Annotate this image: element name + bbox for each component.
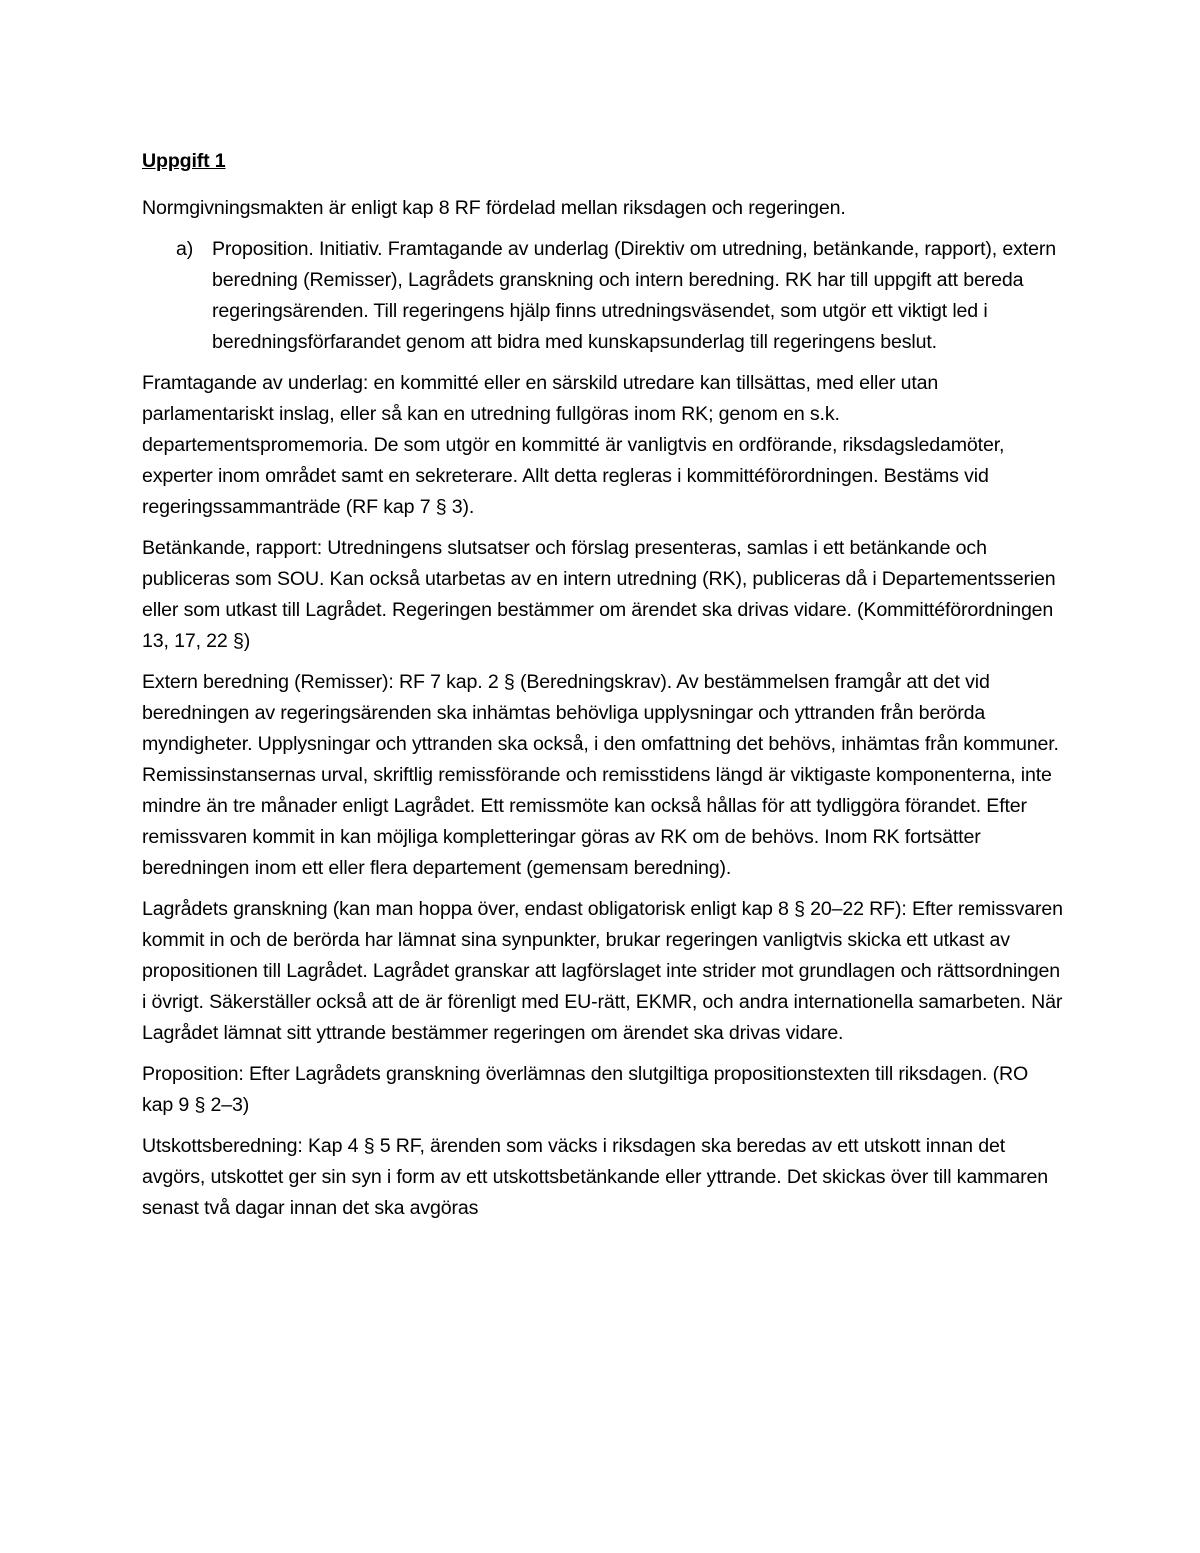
document-heading: Uppgift 1 <box>142 150 226 172</box>
paragraph-framtagande: Framtagande av underlag: en kommitté eller en särskild utredare kan tillsättas, med eller utan parlamentariskt inslag, eller så kan en utredning fullgöras inom RK; genom en s.k. departementspromemoria. De som utgör en kommitté är vanligtvis en ordförande, riksdagsledamöter, experter inom området samt en sekreterare. Allt detta regleras i kommittéförordningen. Bestäms vid regeringssammanträde (RF kap 7 § 3). <box>142 372 1005 518</box>
paragraph-utskottsberedning: Utskottsberedning: Kap 4 § 5 RF, ärenden som väcks i riksdagen ska beredas av ett utskott innan det avgörs, utskottet ger sin syn i form av ett utskottsbetänkande eller yttrande. Det skickas över till kammaren senast två dagar innan det ska avgöras <box>142 1135 1049 1219</box>
paragraph-lagradets-granskning: Lagrådets granskning (kan man hoppa över, endast obligatorisk enligt kap 8 § 20–22 RF): Efter remissvaren kommit in och de berörda har lämnat sina synpunkter, brukar regeringen vanligtvis skicka ett utkast av propositionen till Lagrådet. Lagrådet granskar att lagförslaget inte strider mot grundlagen och rättsordningen i övrigt. Säkerställer också att de är förenligt med EU-rätt, EKMR, och andra internationella samarbeten. När Lagrådet lämnat sitt yttrande bestämmer regeringen om ärendet ska drivas vidare. <box>142 898 1063 1044</box>
list-marker-a: a) <box>176 238 194 260</box>
document-body <box>142 146 1064 1234</box>
list-item-a <box>142 234 1064 358</box>
paragraph-betankande: Betänkande, rapport: Utredningens slutsatser och förslag presenteras, samlas i ett betänkande och publiceras som SOU. Kan också utarbetas av en intern utredning (RK), publiceras då i Departementsserien eller som utkast till Lagrådet. Regeringen bestämmer om ärendet ska drivas vidare. (Kommittéförordningen 13, 17, 22 §) <box>142 537 1056 652</box>
paragraph-extern-beredning: Extern beredning (Remisser): RF 7 kap. 2 § (Beredningskrav). Av bestämmelsen framgår att det vid beredningen av regeringsärenden ska inhämtas behövliga upplysningar och yttranden från berörda myndigheter. Upplysningar och yttranden ska också, i den omfattning det behövs, inhämtas från kommuner. Remissinstansernas urval, skriftlig remissförande och remisstidens längd är viktigaste komponenterna, inte mindre än tre månader enligt Lagrådet. Ett remissmöte kan också hållas för att tydliggöra förandet. Efter remissvaren kommit in kan möjliga kompletteringar göras av RK om de behövs. Inom RK fortsätter beredningen inom ett eller flera departement (gemensam beredning). <box>142 671 1059 879</box>
list-item-a-text: Proposition. Initiativ. Framtagande av underlag (Direktiv om utredning, betänkande, rapport), extern beredning (Remisser), Lagrådets granskning och intern beredning. RK har till uppgift att bereda regeringsärenden. Till regeringens hjälp finns utredningsväsendet, som utgör ett viktigt led i beredningsförfarandet genom att bidra med kunskapsunderlag till regeringens beslut. <box>212 238 1056 353</box>
paragraph-proposition: Proposition: Efter Lagrådets granskning överlämnas den slutgiltiga propositionstexten till riksdagen. (RO kap 9 § 2–3) <box>142 1063 1029 1116</box>
intro-paragraph: Normgivningsmakten är enligt kap 8 RF fördelad mellan riksdagen och regeringen. <box>142 197 846 219</box>
